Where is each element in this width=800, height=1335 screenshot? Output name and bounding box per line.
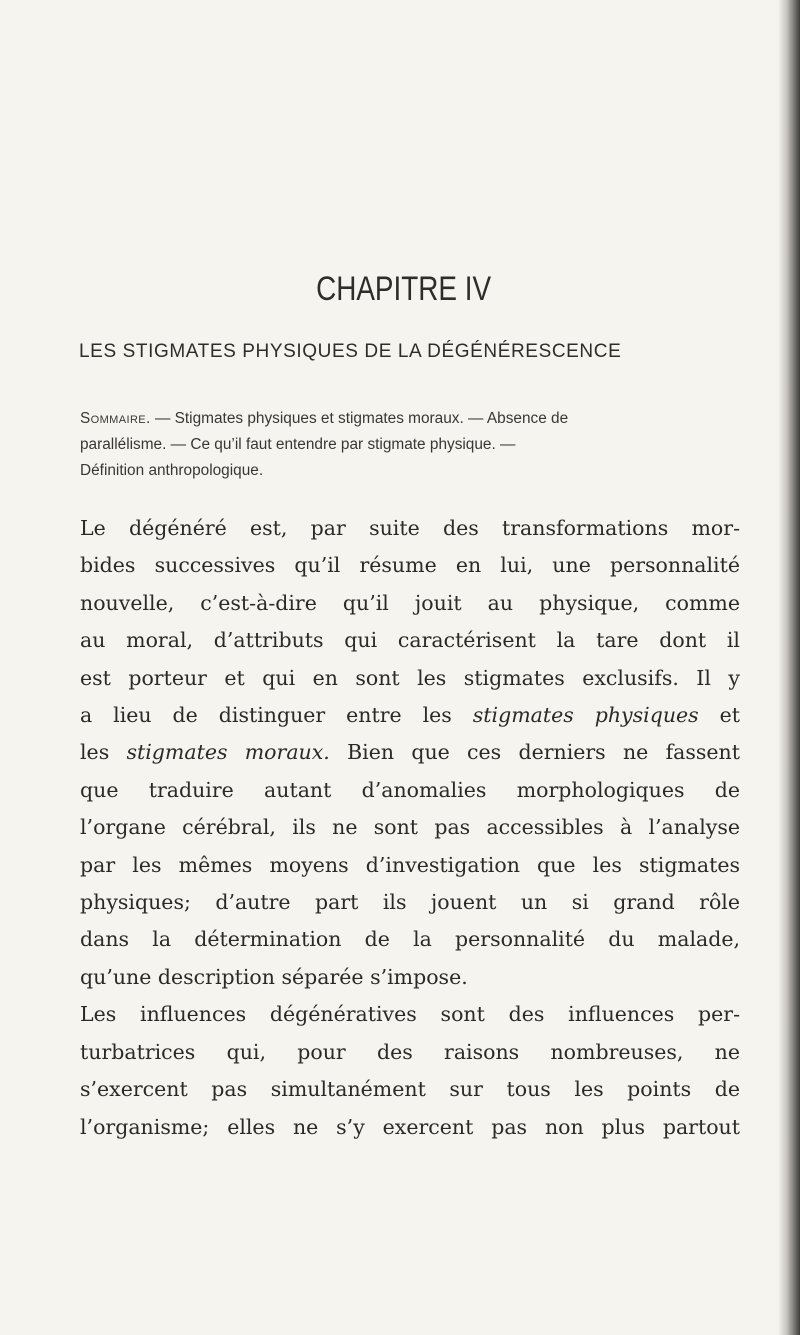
text-line: par les mêmes moyens d’investigation que les stigmates	[80, 852, 740, 877]
summary-text: — Stigmates physiques et stigmates moraux. — Absence de	[150, 410, 569, 427]
text-line: au moral, d’attributs qui caractérisent la tare dont il	[80, 628, 740, 653]
text-line: qu’une description séparée s’impose.	[80, 964, 468, 989]
summary-line	[80, 406, 760, 432]
summary-line: parallélisme. — Ce qu’il faut entendre par stigmate physique. —	[80, 436, 516, 453]
text-line: Les influences dégénératives sont des influences per-	[80, 1002, 740, 1027]
text-line: que traduire autant d’anomalies morphologiques de	[80, 777, 740, 802]
text-line: dans la détermination de la personnalité du malade,	[80, 927, 740, 952]
text-line: s’exercent pas simultanément sur tous les points de	[80, 1077, 740, 1102]
chapter-summary	[80, 406, 760, 484]
text-segment: et	[698, 703, 741, 728]
italic-term: stigmates physiques	[472, 703, 699, 728]
text-line: physiques; d’autre part ils jouent un si grand rôle	[80, 890, 740, 915]
text-line: l’organe cérébral, ils ne sont pas accessibles à l’analyse	[80, 815, 740, 840]
summary-label: Sommaire.	[80, 410, 151, 427]
chapter-title: CHAPITRE IV	[316, 270, 492, 308]
text-segment: Bien que ces derniers ne fassent	[329, 740, 740, 765]
text-line: nouvelle, c’est-à-dire qu’il jouit au physique, comme	[80, 590, 740, 615]
text-line: est porteur et qui en sont les stigmates exclusifs. Il y	[80, 665, 740, 690]
text-line	[80, 697, 740, 734]
text-line: l’organisme; elles ne s’y exercent pas non plus partout	[80, 1114, 740, 1139]
text-segment: les	[80, 740, 127, 765]
body-text	[80, 510, 740, 1146]
text-line: bides successives qu’il résume en lui, une personnalité	[80, 553, 740, 578]
text-line	[80, 734, 740, 771]
text-line: turbatrices qui, pour des raisons nombreuses, ne	[80, 1039, 740, 1064]
text-line: Le dégénéré est, par suite des transformations mor-	[80, 516, 740, 540]
text-segment: a lieu de distinguer entre les	[80, 703, 473, 728]
chapter-subtitle: LES STIGMATES PHYSIQUES DE LA DÉGÉNÉRESCENCE	[79, 341, 622, 362]
page-binding-shadow	[778, 0, 800, 1335]
italic-term: stigmates moraux.	[126, 740, 330, 765]
summary-line: Définition anthropologique.	[80, 462, 264, 479]
